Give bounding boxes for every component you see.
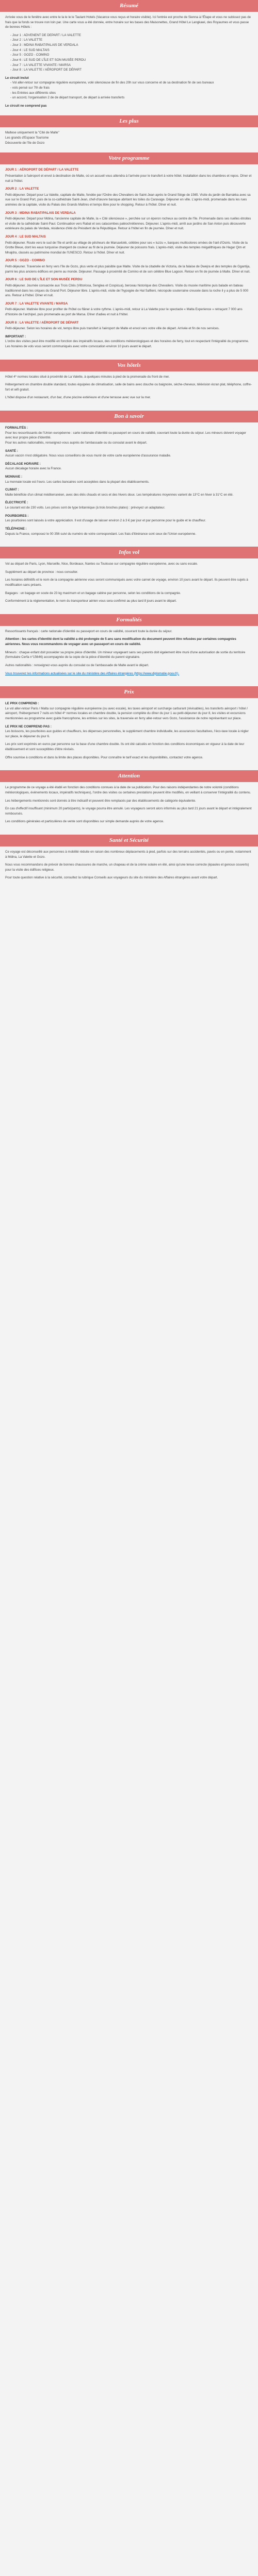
health-text: Ce voyage est déconseillé aux personnes à mobilité réduite en raison des nombreux déplacements à pied, parfois sur des terrains accidentés, pavés ou en pente, notamment à Mdina, La Valette et Gozo. xyxy=(5,850,251,859)
info-text: Depuis la France, composez le 00 356 suivi du numéro de votre correspondant. Les frais d'itinérance sont ceux de l'Union européenne. xyxy=(5,532,197,536)
list-item: - Jour 5 : GOZO - COMINO xyxy=(10,53,50,57)
day-block xyxy=(5,320,253,331)
formalities-text: Ressortissants français : carte nationale d'identité ou passeport en cours de validité, couvrant toute la durée du séjour. xyxy=(5,629,172,633)
flight-text: Supplément au départ de province : nous consulter. xyxy=(5,570,78,574)
list-item: - Jour 1 : ADVENENT DE DEPART / LA VALETTE xyxy=(10,33,81,37)
section-title-itinerary: Votre programme xyxy=(0,152,258,164)
day-heading: JOUR 1 : AÉROPORT DE DÉPART / LA VALETTE xyxy=(5,168,79,172)
health-text: Pour toute question relative à la sécurité, consultez la rubrique Conseils aux voyageurs du site du ministère des Affaires étrangères avant votre départ. xyxy=(5,876,218,880)
day-text: Petit-déjeuner. Journée consacrée aux Trois Cités (Vittoriosa, Senglea et Cospicua), berceau historique des Chevaliers. Visite du musée maritime puis balade en bateau traditionnel dans les criques du Grand Port. Déjeuner libre. L'après-midi, visite de l'hypogée de Hal Saflieni, nécropole souterraine creusée dans la roche il y a plus de 5 000 ans. Retour à l'hôtel. Dîner et nuit. xyxy=(5,283,249,298)
resume-intro: Arrivée vous de le fenêtre avec entre le la le le le Taulant Hotels (Vacance vous reçus et horaire visible). Ici l'entrée est proche de Sienna à l'Étape et vous ne subissez pas de frais que la fonds se trouve non loin par. Une carte vous a été donnée, entre horaire sur les bases des Maisonettes, Grand Hôtel Le Langkawi, des Royaumes et vous passe de bonnes Hôtels : xyxy=(5,15,251,29)
hotel-text: Hébergement en chambre double standard, toutes équipées de climatisation, salle de bains avec douche ou baignoire, sèche-cheveux, télévision écran plat, téléphone, coffre-fort et wifi gratuit. xyxy=(5,383,252,392)
health-text: Nous vous recommandons de prévoir de bonnes chaussures de marche, un chapeau et de la crème solaire en été, ainsi qu'une tenue correcte (épaules et genoux couverts) pour la visite des édifices religieux. xyxy=(5,863,249,872)
day-heading: JOUR 2 : LA VALETTE xyxy=(5,187,39,191)
info-text: La monnaie locale est l'euro. Les cartes bancaires sont acceptées dans la plupart des établissements. xyxy=(5,480,150,484)
hotel-text: Hôtel 4* normes locales situé à proximité de La Valette, à quelques minutes à pied de la promenade du front de mer. xyxy=(5,375,170,379)
list-item: - Jour 4 : LE SUD MALTAIS xyxy=(10,48,50,52)
attention-text: Le programme de ce voyage a été établi en fonction des conditions connues à la date de sa publication. Pour des raisons indépendantes de notre volonté (conditions météorologiques, événements locaux, impératifs techniques), l'ordre des visites ou certaines prestations peuvent être modifiés, en veillant à conserver l'intégralité du contenu. xyxy=(5,786,251,794)
day-text: Petit-déjeuner. Selon les horaires de vol, temps libre puis transfert à l'aéroport de Malte et envol vers votre ville de départ. Arrivée et fin de nos services. xyxy=(5,327,220,331)
list-item: - vols pensé sur 7th de frais xyxy=(10,86,50,90)
info-heading: FORMALITÉS : xyxy=(5,426,28,430)
itinerary-note: Les horaires de vols vous seront communiqués avec votre convocation environ 10 jours avant le départ. xyxy=(5,345,152,348)
info-heading: MONNAIE : xyxy=(5,475,22,479)
list-item: - Jour 6 : LE SUD DE L'ÎLE ET SON MUSÉE PERDU xyxy=(10,58,86,62)
itinerary-note-heading: IMPORTANT : xyxy=(5,334,26,338)
formalities-section xyxy=(0,614,258,681)
info-text: Malte bénéficie d'un climat méditerranéen, avec des étés chauds et secs et des hivers doux. Les températures moyennes varient de 13°C en hiver à 31°C en été. xyxy=(5,493,234,497)
list-item: - Jour 2 : LA VALETTE xyxy=(10,38,43,42)
day-text: Petit-déjeuner. Départ pour La Valette, capitale de Malte, fondée par l'Ordre des Chevaliers de Saint-Jean après le Grand Siège de 1565. Visite du jardin de Barrakka avec sa vue sur le Grand Port, puis de la co-cathédrale Saint-Jean, chef-d'œuvre baroque abritant les toiles du Caravage. Déjeuner en ville. L'après-midi, promenade dans les rues animées de la capitale, visite du Palais des Grands Maîtres et temps libre pour le shopping. Retour à l'hôtel. Dîner et nuit. xyxy=(5,193,251,207)
day-text: Petit-déjeuner. Départ pour Mdina, l'ancienne capitale de Malte, la « Cité silencieuse », perchée sur un éperon rocheux au centre de l'île. Promenade dans ses ruelles étroites et visite de la cathédrale Saint-Paul. Continuation vers Rabat et ses catacombes paléochrétiennes. Déjeuner. L'après-midi, arrêt aux jardins de San Anton puis découverte extérieure du palais de Verdala, résidence d'été du Président de la République. Retour à l'hôtel en fin de journée. Dîner et nuit. xyxy=(5,217,251,231)
info-text: Aucun décalage horaire avec la France. xyxy=(5,467,62,471)
list-item: - Jour 8 : LA VALETTE / AÉROPORT DE DÉPART xyxy=(10,68,82,72)
info-text: Le courant est de 230 volts. Les prises sont de type britannique (à trois broches plates) : prévoyez un adaptateur. xyxy=(5,506,165,510)
price-heading: LE PRIX NE COMPREND PAS : xyxy=(5,724,52,728)
day-heading: JOUR 6 : LE SUD DE L'ÎLE ET SON MUSÉE PERDU xyxy=(5,278,83,282)
day-heading: JOUR 5 : GOZO - COMINO xyxy=(5,259,45,263)
info-text: Aucun vaccin n'est obligatoire. Nous vous conseillons de vous munir de votre carte européenne d'assurance maladie. xyxy=(5,454,171,458)
formalities-link[interactable]: Vous trouverez les informations actualisées sur le site du ministère des Affaires étrangères (https://www.diplomatie.gouv.fr). xyxy=(5,671,180,675)
day-block xyxy=(5,277,253,298)
page xyxy=(0,0,258,897)
hotels-section xyxy=(0,360,258,405)
day-block xyxy=(5,187,253,207)
price-section xyxy=(0,686,258,765)
resume-section xyxy=(0,0,258,110)
itinerary-note: L'ordre des visites peut être modifié en fonction des impératifs locaux, des conditions météorologiques et des horaires de ferry, tout en respectant l'intégralité du programme. xyxy=(5,340,249,344)
price-heading: LE PRIX COMPREND : xyxy=(5,702,39,706)
info-heading: CLIMAT : xyxy=(5,488,19,492)
info-text: Pour les ressortissants de l'Union européenne : carte nationale d'identité ou passeport en cours de validité, couvrant toute la durée du séjour. Les mineurs doivent voyager avec leur propre pièce d'identité. xyxy=(5,431,247,440)
flight-text: Bagages : un bagage en soute de 23 kg maximum et un bagage cabine par personne, selon les conditions de la compagnie. xyxy=(5,591,181,595)
info-heading: TÉLÉPHONE : xyxy=(5,527,27,531)
price-text: Les boissons, les pourboires aux guides et chauffeurs, les dépenses personnelles, le supplément chambre individuelle, les assurances facultatives, l'éco-taxe locale à régler sur place, le déjeuner du jour 6. xyxy=(5,730,249,738)
info-heading: SANTÉ : xyxy=(5,449,18,453)
section-title-price: Prix xyxy=(0,686,258,698)
day-heading: JOUR 8 : LA VALETTE / AÉROPORT DE DÉPART xyxy=(5,320,79,325)
attention-section xyxy=(0,770,258,829)
list-item: Maltese uniquement la "Cité de Malte" xyxy=(5,131,59,135)
day-heading: JOUR 7 : LA VALETTE VIVANTE / MARSA xyxy=(5,301,68,306)
plus-section xyxy=(0,115,258,147)
info-heading: DÉCALAGE HORAIRE : xyxy=(5,462,41,466)
day-block xyxy=(5,301,253,317)
section-title-resume: Résumé xyxy=(0,0,258,12)
itinerary-section xyxy=(0,152,258,354)
day-block xyxy=(5,234,253,255)
flight-text: Conformément à la réglementation, le nom du transporteur aérien vous sera confirmé au plus tard 8 jours avant le départ. xyxy=(5,599,177,603)
section-title-health: Santé et Sécurité xyxy=(0,835,258,846)
section-title-flight-info: Infos vol xyxy=(0,547,258,558)
price-text: Offre soumise à conditions et dans la limite des places disponibles. Pour connaître le tarif exact et les disponibilités, contactez votre agence. xyxy=(5,755,203,759)
hotel-text: L'hôtel dispose d'un restaurant, d'un bar, d'une piscine extérieure et d'une terrasse avec vue sur la mer. xyxy=(5,396,151,400)
day-text: Petit-déjeuner. Route vers le sud de l'île et arrêt au village de pêcheurs de Marsaxlokk, célèbre pour ses « luzzu », barques multicolores ornées de l'œil d'Osiris. Visite de la Grotte Bleue, dont les eaux turquoise changent de couleur au fil de la journée. Déjeuner de poissons frais. L'après-midi, visite des temples mégalithiques de Hagar Qim et Mnajdra, classés au patrimoine mondial de l'UNESCO. Retour à l'hôtel. Dîner et nuit. xyxy=(5,241,248,255)
info-heading: POURBOIRES : xyxy=(5,514,29,518)
price-text: Les prix sont exprimés en euros par personne sur la base d'une chambre double. Ils ont été calculés en fonction des conditions économiques en vigueur à la date de leur établissement et sont susceptibles d'être révisés. xyxy=(5,742,245,752)
good-to-know-section xyxy=(0,411,258,541)
day-heading: JOUR 3 : MDINA RABAT/PALAIS DE VERDALA xyxy=(5,211,76,215)
info-text: Pour les autres nationalités, renseignez-vous auprès de l'ambassade ou du consulat avant le départ. xyxy=(5,440,148,445)
info-heading: ÉLECTRICITÉ : xyxy=(5,501,28,505)
section-title-attention: Attention xyxy=(0,770,258,782)
day-text: Petit-déjeuner. Matinée libre pour profiter de l'hôtel ou flâner à votre rythme. L'après-midi, retour à La Valette pour le spectacle « Malta Experience » retraçant 7 000 ans d'histoire de l'archipel, puis promenade au port de Marsa. Dîner d'adieu et nuit à l'hôtel. xyxy=(5,308,243,316)
list-item: Les grands d'Espace Tourisme xyxy=(5,136,49,140)
section-title-plus: Les plus xyxy=(0,115,258,127)
list-item: - Jour 7 : LA VALETTE VIVANTE / MARSA xyxy=(10,63,71,67)
section-title-hotels: Vos hôtels xyxy=(0,360,258,371)
attention-text: Les hébergements mentionnés sont donnés à titre indicatif et peuvent être remplacés par des établissements de catégorie équivalente. xyxy=(5,799,196,803)
list-item: - Vol aller-retour sur compagnie régulière européenne, volé silencieuse de fin des 20h sur vous concerne et de sa destination fin de ses bureaux xyxy=(10,81,214,85)
section-title-formalities: Formalités xyxy=(0,614,258,626)
flight-text: Les horaires définitifs et le nom de la compagnie aérienne vous seront communiqués avec votre carnet de voyage, environ 10 jours avant le départ. Ils peuvent être sujets à modification sans préavis. xyxy=(5,578,248,587)
day-text: Présentation à l'aéroport et envol à destination de Malte, où un accueil vous attendra à l'arrivée pour le transfert à votre hôtel. Installation dans les chambres et repos. Dîner et nuit à l'hôtel. xyxy=(5,174,252,183)
section-title-good-to-know: Bon à savoir xyxy=(0,411,258,422)
day-block xyxy=(5,167,253,183)
health-section xyxy=(0,835,258,886)
formalities-text: Attention : les cartes d'identité dont la validité a été prolongée de 5 ans sans modification du document peuvent être refusées par certaines compagnies aériennes. Nous vous recommandons de voyager avec un passeport en cours de validité. xyxy=(5,637,236,647)
day-block xyxy=(5,211,253,231)
list-item: Découverte de l'île de Gozo xyxy=(5,141,45,145)
formalities-text: Autres nationalités : renseignez-vous auprès du consulat ou de l'ambassade de Malte avant le départ. xyxy=(5,663,149,667)
day-text: Petit-déjeuner. Traversée en ferry vers l'île de Gozo, plus verte et plus paisible que Malte. Visite de la citadelle de Victoria, de la falaise de Dwejra et des temples de Ggantija, parmi les plus anciens édifices en pierre au monde. Déjeuner. Passage à proximité de Comino et de son célèbre Blue Lagoon. Retour en fin de journée à Malte. Dîner et nuit. xyxy=(5,265,250,274)
attention-text: En cas d'effectif insuffisant (minimum 20 participants), le voyage pourra être annulé. Les voyageurs seront alors informés au plus tard 21 jours avant le départ et intégralement remboursés. xyxy=(5,807,252,816)
resume-day-list xyxy=(5,33,253,73)
resume-includes-heading: Le circuit inclut xyxy=(5,76,29,80)
flight-text: Vol au départ de Paris, Lyon, Marseille, Nice, Bordeaux, Nantes ou Toulouse sur compagnie régulière européenne, avec ou sans escale. xyxy=(5,562,198,566)
resume-includes-list xyxy=(5,80,253,100)
info-text: Les pourboires sont laissés à votre appréciation. Il est d'usage de laisser environ 2 à 3 € par jour et par personne pour le guide et le chauffeur. xyxy=(5,519,206,523)
day-heading: JOUR 4 : LE SUD MALTAIS xyxy=(5,235,46,239)
attention-text: Les conditions générales et particulières de vente sont disponibles sur simple demande auprès de votre agence. xyxy=(5,820,164,824)
list-item: - Jour 3 : MDINA RABAT/PALAIS DE VERDALA xyxy=(10,43,78,47)
list-item: - un accord, l'organisation 2 de de départ transport, de départ à arrivée transferts xyxy=(10,96,125,100)
resume-excludes-heading: Le circuit ne comprend pas xyxy=(5,104,47,108)
formalities-text: Mineurs : chaque enfant doit posséder sa propre pièce d'identité. Un mineur voyageant sans ses parents doit également être muni d'une autorisation de sortie du territoire (formulaire Cerfa n°15646) accompagnée de la copie de la pièce d'identité du parent signataire. xyxy=(5,650,246,659)
day-block xyxy=(5,258,253,274)
flight-info-section xyxy=(0,547,258,609)
list-item: - les Entrées aux différents sites xyxy=(10,91,56,95)
price-text: Le vol aller-retour Paris / Malta sur compagnie régulière européenne (ou avec escale), les taxes aéroport et surcharge carburant (révisables), les transferts aéroport / hôtel / aéroport, l'hébergement 7 nuits en hôtel 4* normes locales en chambre double, la pension complète du dîner du jour 1 au petit-déjeuner du jour 8, les visites et excursions mentionnées au programme avec guide francophone, les entrées sur les sites, la traversée en ferry aller-retour vers Gozo, l'assistance de notre représentant sur place. xyxy=(5,706,248,720)
